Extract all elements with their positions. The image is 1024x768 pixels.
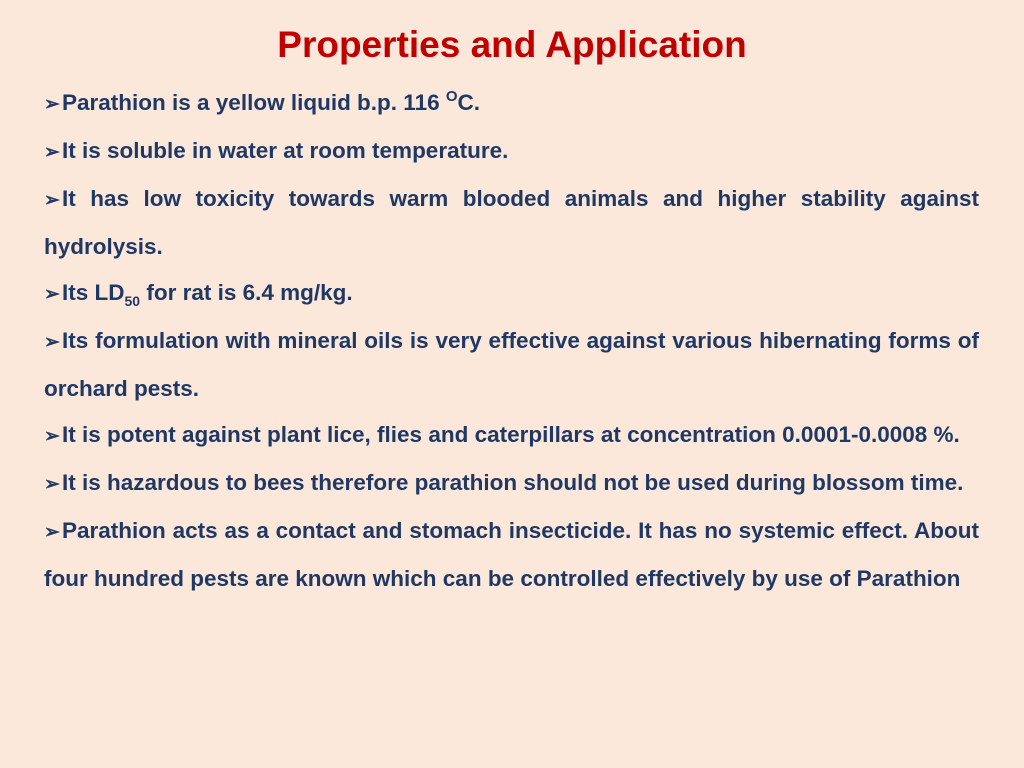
bullet-item-formulation — [44, 318, 979, 412]
bullet-text: C. — [457, 90, 481, 115]
arrow-bullet-icon: ➢ — [44, 284, 60, 305]
bullet-item-boiling-point — [44, 80, 979, 128]
bullet-item-toxicity — [44, 176, 979, 270]
arrow-bullet-icon: ➢ — [44, 190, 60, 211]
bullet-text: Parathion is a yellow liquid b.p. 116 — [62, 90, 446, 115]
superscript-text: O — [445, 88, 458, 105]
bullet-item-insecticide — [44, 508, 979, 602]
bullet-item-bees — [44, 460, 979, 508]
arrow-bullet-icon: ➢ — [44, 426, 60, 447]
arrow-bullet-icon: ➢ — [44, 94, 60, 115]
arrow-bullet-icon: ➢ — [44, 332, 60, 353]
bullet-text: for rat is 6.4 mg/kg. — [140, 280, 353, 305]
subscript-text: 50 — [124, 293, 141, 309]
arrow-bullet-icon: ➢ — [44, 522, 60, 543]
bullet-item-ld50 — [44, 270, 979, 318]
bullet-text: It has low toxicity towards warm blooded animals and higher stability against hydrolysis. — [44, 186, 979, 259]
slide-title: Properties and Application — [277, 24, 747, 65]
arrow-bullet-icon: ➢ — [44, 474, 60, 495]
arrow-bullet-icon: ➢ — [44, 142, 60, 163]
bullet-text: Its formulation with mineral oils is very effective against various hibernating forms of orchard pests. — [44, 328, 979, 401]
bullet-text: It is potent against plant lice, flies and caterpillars at concentration 0.0001-0.0008 %. — [62, 422, 960, 447]
bullet-item-solubility — [44, 128, 979, 176]
bullet-item-potency — [44, 412, 979, 460]
bullet-text: It is soluble in water at room temperature. — [62, 138, 509, 163]
bullet-text: It is hazardous to bees therefore parathion should not be used during blossom time. — [62, 470, 964, 495]
bullet-text: Its LD — [62, 280, 125, 305]
bullet-list — [44, 80, 979, 602]
bullet-text: Parathion acts as a contact and stomach insecticide. It has no systemic effect. About four hundred pests are known which can be controlled effectively by use of Parathion — [44, 518, 979, 591]
